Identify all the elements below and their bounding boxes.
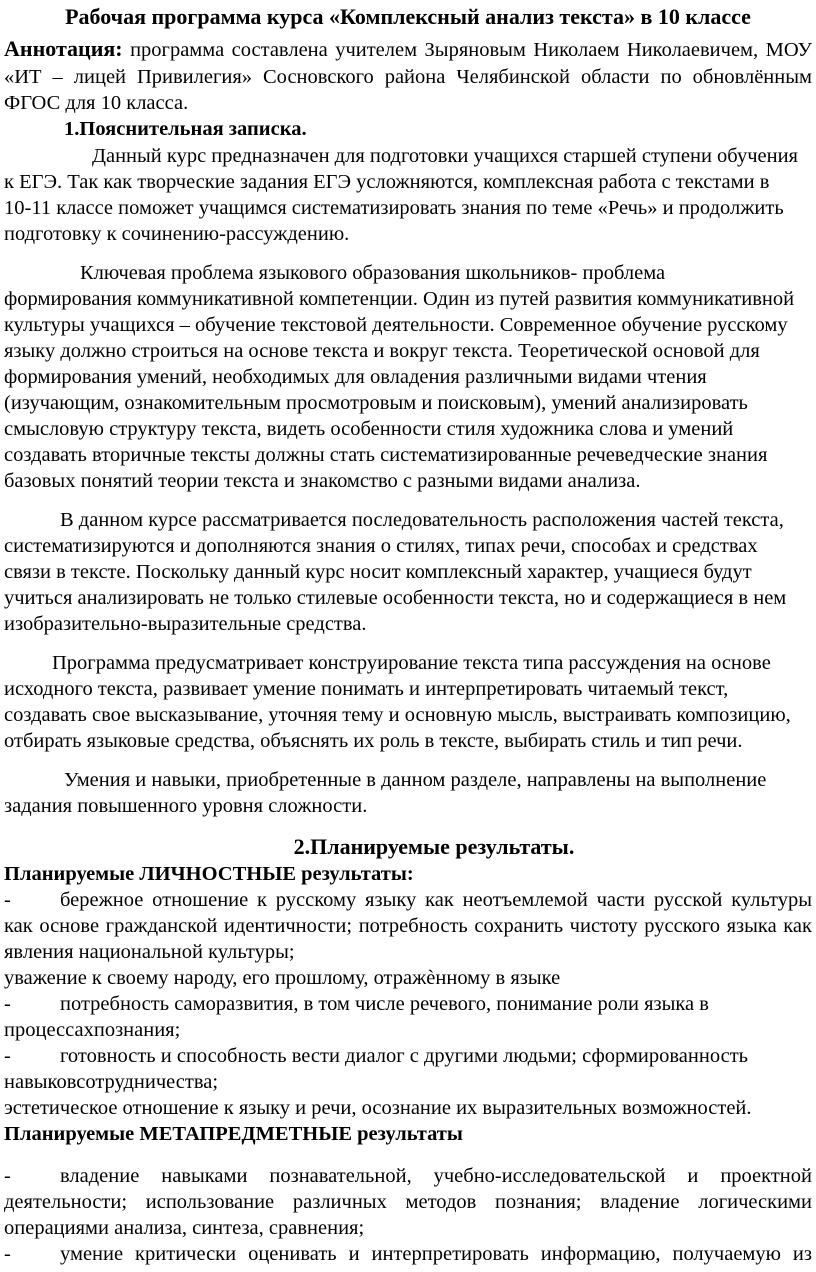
p4-line: Программа предусматривает конструирование текста типа рассуждения на основе [52, 652, 771, 674]
personal-results-heading: Планируемые ЛИЧНОСТНЫЕ результаты: [4, 863, 414, 885]
p2-line: Ключевая проблема языкового образования школьников- проблема [80, 262, 666, 284]
list-dash: - [4, 889, 11, 911]
annotation-line-3: ФГОС для 10 класса. [4, 92, 189, 114]
p2-line: базовых понятий теории текста и знакомство с разными видами анализа. [4, 470, 641, 492]
p4-line: создавать свое высказывание, уточняя тему и основную мысль, выстраивать композицию, [4, 704, 791, 726]
p3-line: В данном курсе рассматривается последовательность расположения частей текста, [60, 509, 784, 531]
annotation-text-1: программа составлена учителем Зыряновым Николаем Николаевичем, МОУ [130, 39, 813, 61]
p3-line: учиться анализировать не только стилевые особенности текста, но и содержащиеся в нем [4, 587, 787, 609]
p4-line: отбирать языковые средства, объяснять их роль в тексте, выбирать стиль и тип речи. [4, 730, 743, 752]
p1-line: 10-11 классе поможет учащимся систематизировать знания по теме «Речь» и продолжить [4, 197, 784, 219]
p2-line: формирования умений, необходимых для овладения различными видами чтения [4, 366, 707, 388]
p3-line: систематизируются и дополняются знания о стилях, типах речи, способах и средствах [4, 535, 758, 557]
personal-item-1-cont: явления национальной культуры; [4, 941, 295, 963]
annotation-line-1 [4, 36, 812, 63]
personal-item-3-cont: процессахпознания; [4, 1019, 181, 1041]
annotation-line-2: «ИТ – лицей Привилегия» Сосновского района Челябинской области по обновлённым [4, 66, 812, 88]
list-dash: - [4, 1165, 11, 1187]
p4-line: исходного текста, развивает умение понимать и интерпретировать читаемый текст, [4, 678, 729, 700]
section2-heading: 2.Планируемые результаты. [293, 834, 575, 859]
meta-item-1-cont: операциями анализа, синтеза, сравнения; [4, 1217, 365, 1239]
p5-line: Умения и навыки, приобретенные в данном разделе, направлены на выполнение [64, 769, 767, 791]
p1-line: подготовку к сочинению-рассуждению. [4, 223, 350, 245]
p2-line: культуры учащихся – обучение текстовой деятельности. Современное обучение русскому [4, 314, 788, 336]
meta-results-heading: Планируемые МЕТАПРЕДМЕТНЫЕ результаты [4, 1123, 463, 1145]
annotation-label: Аннотация: [4, 36, 123, 61]
p2-line: смысловую структуру текста, видеть особенности стиля художника слова и умений [4, 418, 734, 440]
meta-item-1-cont: деятельности; использование различных методов познания; владение логическими [4, 1191, 812, 1213]
personal-item-4: - готовность и способность вести диалог с другими людьми; сформированность [4, 1045, 749, 1067]
list-dash: - [4, 993, 11, 1015]
meta-item-1: - владение навыками познавательной, учебно-исследовательской и проектной [4, 1165, 812, 1187]
p3-line: изобразительно-выразительные средства. [4, 613, 367, 635]
personal-item-5: эстетическое отношение к языку и речи, осознание их выразительных возможностей. [4, 1097, 752, 1119]
p2-line: формирования коммуникативной компетенции. Один из путей развития коммуникативной [4, 288, 795, 310]
personal-item-3: - потребность саморазвития, в том числе речевого, понимание роли языка в [4, 993, 709, 1015]
p2-line: (изучающим, ознакомительным просмотровым и поисковым), умений анализировать [4, 392, 748, 414]
p2-line: создавать вторичные тексты должны стать систематизированные речеведческие знания [4, 444, 768, 466]
p2-line: языку должно строиться на основе текста и вокруг текста. Теоретической основой для [4, 340, 760, 362]
section1-heading: 1.Пояснительная записка. [64, 118, 307, 140]
p3-line: связи в тексте. Поскольку данный курс носит комплексный характер, учащиеся будут [4, 561, 752, 583]
meta-item-2: - умение критически оценивать и интерпретировать информацию, получаемую из [4, 1243, 812, 1265]
list-dash: - [4, 1243, 11, 1265]
p1-line: Данный курс предназначен для подготовки учащихся старшей ступени обучения [92, 145, 798, 167]
personal-item-2: уважение к своему народу, его прошлому, отражѐнному в языке [4, 967, 561, 989]
personal-item-1-cont: как основе гражданской идентичности; потребность сохранить чистоту русского языка как [4, 915, 812, 937]
p5-line: задания повышенного уровня сложности. [4, 795, 368, 817]
p1-line: к ЕГЭ. Так как творческие задания ЕГЭ усложняются, комплексная работа с текстами в [4, 171, 770, 193]
list-dash: - [4, 1045, 11, 1067]
personal-item-1: - бережное отношение к русскому языку как неотъемлемой части русской культуры [4, 889, 812, 911]
personal-item-4-cont: навыковсотрудничества; [4, 1071, 219, 1093]
document-title: Рабочая программа курса «Комплексный анализ текста» в 10 классе [65, 4, 751, 29]
